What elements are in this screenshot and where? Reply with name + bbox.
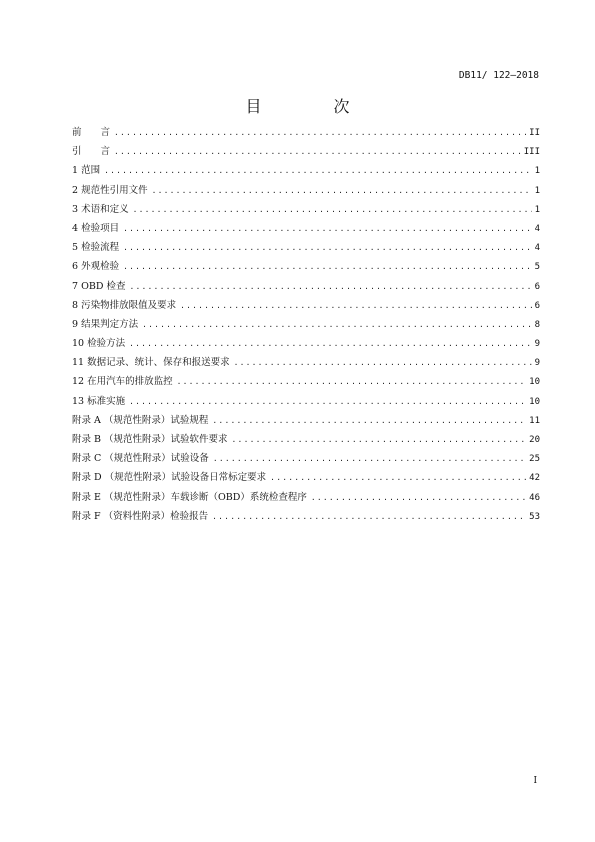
dot-leader <box>232 435 527 444</box>
dot-leader <box>270 473 526 482</box>
dot-leader <box>123 224 532 233</box>
toc-entry-7[interactable] <box>72 278 540 297</box>
toc-entry-page: II <box>529 128 540 138</box>
toc-entry-11[interactable] <box>72 354 540 373</box>
toc-entry-label: 9 结果判定方法 <box>72 318 139 330</box>
toc-entry-1[interactable] <box>72 162 540 181</box>
toc-entry-8[interactable] <box>72 297 540 316</box>
toc-entry-page: 42 <box>529 473 540 484</box>
toc-entry-6[interactable] <box>72 258 540 277</box>
toc-entry-label: 11 数据记录、统计、保存和报送要求 <box>72 357 230 369</box>
toc-entry-12[interactable] <box>72 373 540 392</box>
toc-entry-page: 25 <box>529 454 540 465</box>
dot-leader <box>133 205 532 214</box>
toc-entry-label: 引 言 <box>72 146 111 158</box>
toc-entry-appendix-b[interactable] <box>72 431 540 450</box>
dot-leader <box>123 262 532 271</box>
toc-entry-9[interactable] <box>72 316 540 335</box>
document-code: DB11/ 122—2018 <box>458 70 539 81</box>
toc-entry-label: 8 污染物排放限值及要求 <box>72 299 177 311</box>
dot-leader <box>129 397 526 406</box>
toc-entry-page: III <box>523 147 540 158</box>
toc-entry-10[interactable] <box>72 335 540 354</box>
dot-leader <box>212 416 526 425</box>
dot-leader <box>104 166 532 175</box>
toc-entry-label: 1 范围 <box>72 165 101 177</box>
toc-entry-page: 1 <box>534 185 540 196</box>
toc-entry-page: 4 <box>534 243 540 254</box>
toc-entry-label: 6 外观检验 <box>72 261 120 273</box>
toc-entry-page: 10 <box>529 377 540 388</box>
toc-entry-introduction[interactable] <box>72 143 540 162</box>
toc-entry-page: 46 <box>529 492 540 503</box>
toc-entry-label: 前 言 <box>72 127 111 138</box>
toc-entry-page: 8 <box>534 319 540 330</box>
toc-entry-page: 9 <box>534 339 540 350</box>
toc-entry-13[interactable] <box>72 393 540 412</box>
toc-entry-label: 2 规范性引用文件 <box>72 184 148 196</box>
table-of-contents <box>72 124 540 527</box>
toc-entry-appendix-f[interactable] <box>72 508 540 527</box>
toc-entry-page: 9 <box>534 358 540 369</box>
toc-entry-label: 附录 A （规范性附录）试验规程 <box>72 414 209 426</box>
dot-leader <box>114 128 526 137</box>
toc-entry-label: 10 检验方法 <box>72 338 126 350</box>
toc-entry-label: 5 检验流程 <box>72 242 120 254</box>
toc-entry-appendix-d[interactable] <box>72 469 540 488</box>
toc-entry-2[interactable] <box>72 182 540 201</box>
dot-leader <box>129 339 531 348</box>
dot-leader <box>212 512 526 521</box>
toc-entry-page: 11 <box>529 415 540 426</box>
toc-entry-label: 3 术语和定义 <box>72 203 129 215</box>
toc-entry-4[interactable] <box>72 220 540 239</box>
dot-leader <box>177 377 527 386</box>
toc-entry-appendix-c[interactable] <box>72 450 540 469</box>
toc-entry-label: 附录 E （规范性附录）车载诊断（OBD）系统检查程序 <box>72 491 307 503</box>
toc-entry-label: 附录 C （规范性附录）试验设备 <box>72 453 209 465</box>
toc-entry-page: 6 <box>534 281 540 292</box>
toc-entry-5[interactable] <box>72 239 540 258</box>
toc-entry-3[interactable] <box>72 201 540 220</box>
dot-leader <box>142 320 532 329</box>
toc-entry-page: 10 <box>529 396 540 407</box>
toc-entry-label: 附录 F （资料性附录）检验报告 <box>72 510 209 522</box>
dot-leader <box>180 301 532 310</box>
toc-entry-foreword[interactable] <box>72 124 540 143</box>
toc-entry-appendix-a[interactable] <box>72 412 540 431</box>
page-number: I <box>533 776 537 786</box>
toc-entry-page: 1 <box>534 166 540 177</box>
toc-entry-label: 4 检验项目 <box>72 222 120 234</box>
toc-entry-label: 附录 B （规范性附录）试验软件要求 <box>72 434 228 445</box>
dot-leader <box>311 493 526 502</box>
dot-leader <box>114 147 521 156</box>
toc-entry-label: 12 在用汽车的排放监控 <box>72 376 173 388</box>
toc-entry-appendix-e[interactable] <box>72 489 540 508</box>
toc-entry-page: 6 <box>534 300 540 311</box>
toc-entry-label: 7 OBD 检查 <box>72 280 126 292</box>
toc-title: 目 次 <box>245 97 378 116</box>
toc-entry-page: 4 <box>534 223 540 234</box>
toc-entry-page: 53 <box>529 511 540 522</box>
toc-entry-label: 13 标准实施 <box>72 395 126 407</box>
dot-leader <box>152 186 532 195</box>
toc-entry-page: 20 <box>529 435 540 445</box>
toc-entry-label: 附录 D （规范性附录）试验设备日常标定要求 <box>72 472 267 484</box>
dot-leader <box>123 243 532 252</box>
dot-leader <box>129 282 531 291</box>
toc-entry-page: 5 <box>534 262 540 273</box>
dot-leader <box>234 358 532 367</box>
dot-leader <box>213 454 526 463</box>
toc-entry-page: 1 <box>534 204 540 215</box>
